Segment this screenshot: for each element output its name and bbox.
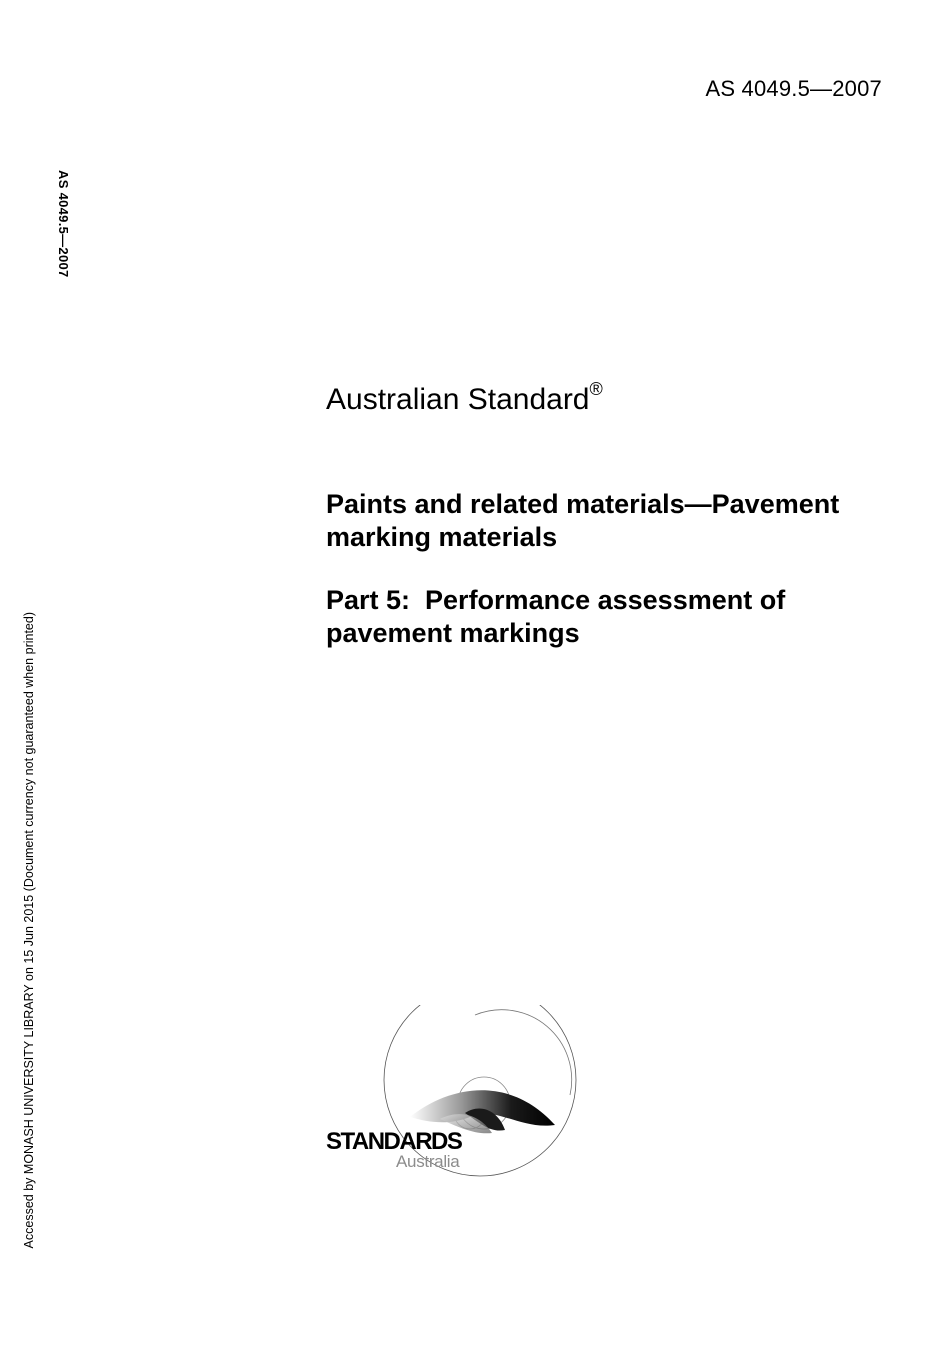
logo-subtext: Australia xyxy=(396,1152,460,1171)
series-title xyxy=(326,379,603,417)
series-title-text: Australian Standard xyxy=(326,383,590,416)
logo-wordmark: STANDARDS xyxy=(326,1128,462,1155)
part-title: Part 5: Performance assessment of pavement markings xyxy=(326,585,786,648)
standard-title: Paints and related materials—Pavement marking materials xyxy=(326,489,840,552)
access-notice: Accessed by MONASH UNIVERSITY LIBRARY on 15 Jun 2015 (Document currency not guaranteed when printed) xyxy=(22,611,36,1248)
registered-mark: ® xyxy=(589,379,603,399)
spine-document-number: AS 4049.5—2007 xyxy=(56,170,71,278)
document-number: AS 4049.5—2007 xyxy=(705,76,882,101)
